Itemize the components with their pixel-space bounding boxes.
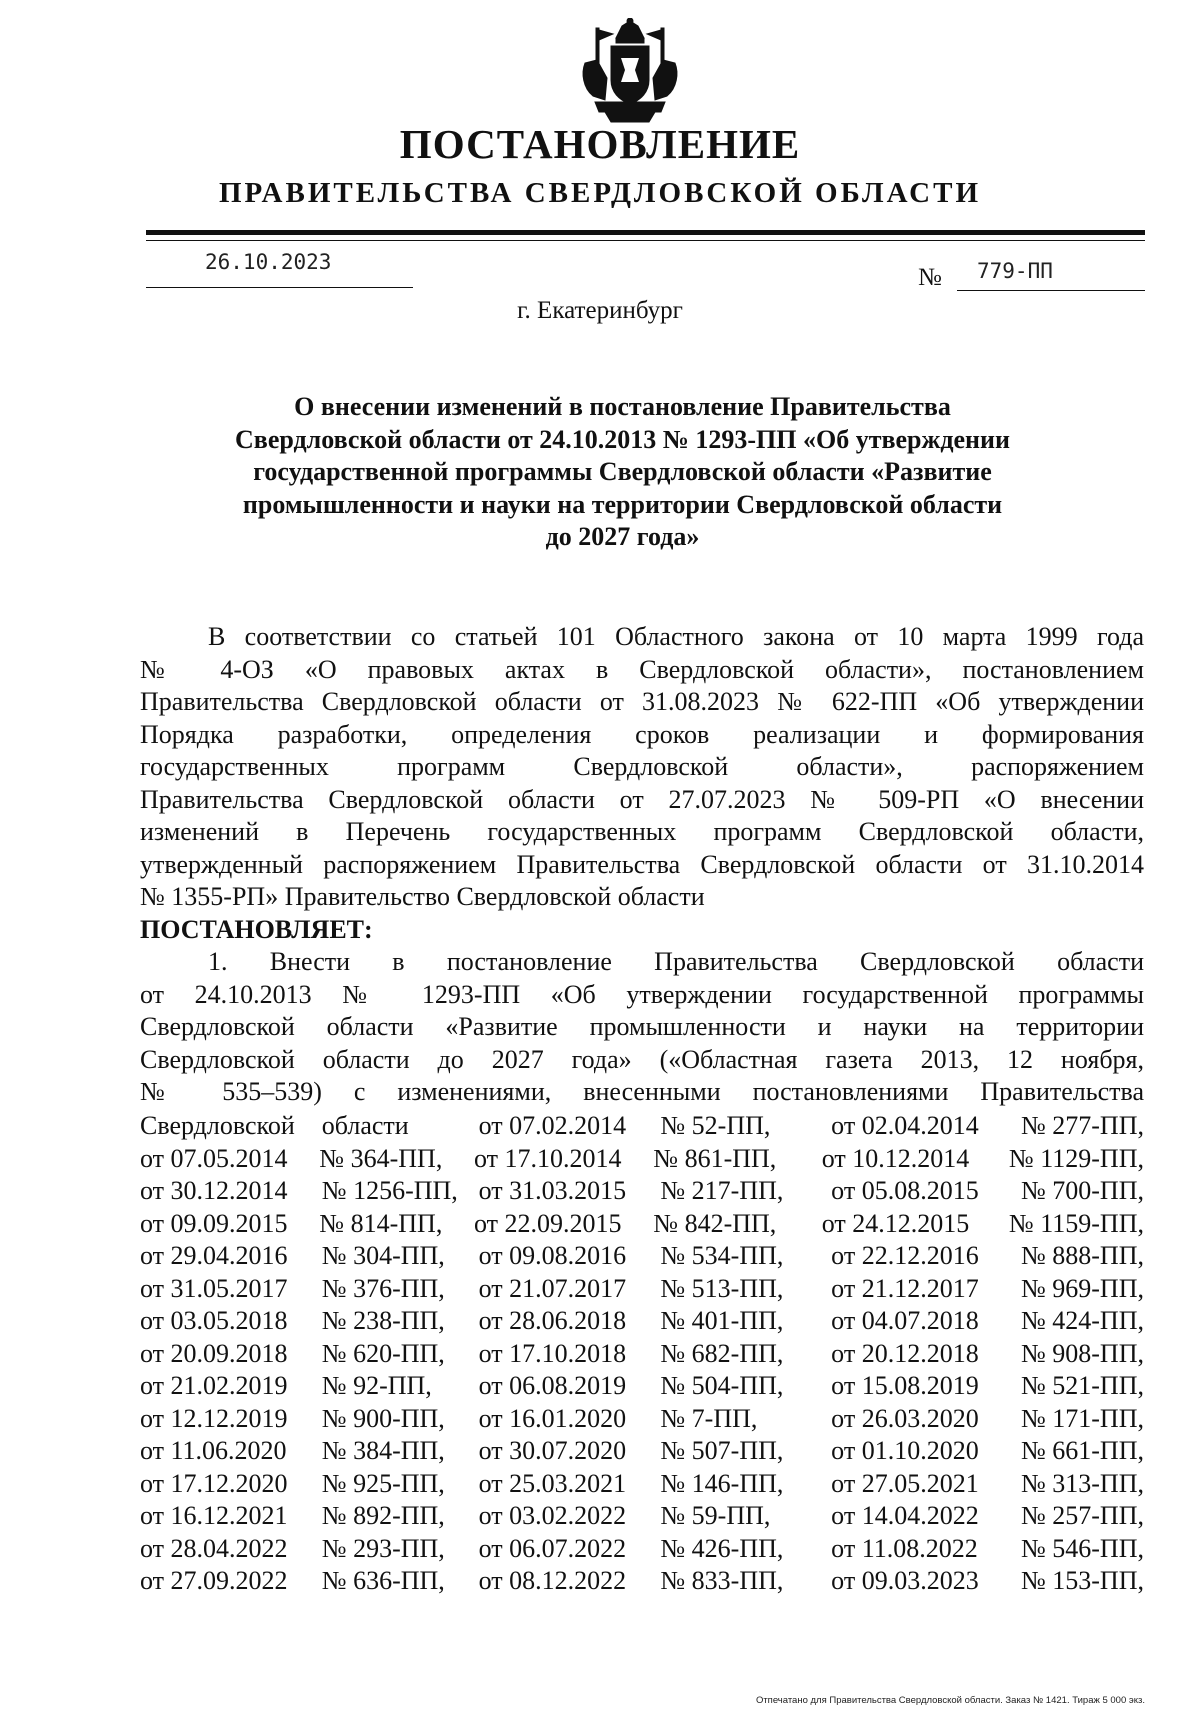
- amendment-cell: от 30.07.2020: [478, 1436, 627, 1465]
- print-footer: Отпечатано для Правительства Свердловской области. Заказ № 1421. Тираж 5 000 экз.: [755, 1695, 1145, 1706]
- amendment-cell: от 03.02.2022: [478, 1501, 627, 1530]
- amendment-cell: от 27.09.2022: [140, 1566, 288, 1595]
- heading-line: Свердловской области от 24.10.2013 № 1293-ПП «Об утверждении: [235, 424, 1010, 454]
- amendment-cell: от 02.04.2014: [831, 1111, 979, 1140]
- amendment-cell: от 27.05.2021: [831, 1468, 979, 1498]
- amendment-cell: № 1256-ПП,: [321, 1176, 458, 1205]
- amendment-cell: № 833-ПП,: [660, 1566, 784, 1595]
- number-underline: [957, 290, 1145, 291]
- amendment-cell: от 24.12.2015: [821, 1208, 970, 1238]
- amendment-row: [140, 1500, 1144, 1533]
- amendment-row: [140, 1338, 1144, 1371]
- amendment-cell: № 217-ПП,: [660, 1176, 784, 1205]
- amendment-row: [140, 1208, 1144, 1241]
- city-name: г. Екатеринбург: [517, 297, 683, 324]
- amendment-cell: № 546-ПП,: [1020, 1533, 1144, 1563]
- document-body: [140, 621, 1144, 1109]
- amendment-cell: от 28.04.2022: [140, 1533, 288, 1563]
- amendment-cell: области: [321, 1111, 409, 1140]
- coat-of-arms-icon: [575, 18, 685, 126]
- amendment-cell: № 636-ПП,: [321, 1566, 445, 1595]
- amendment-cell: от 07.05.2014: [140, 1143, 288, 1173]
- amendment-cell: № 814-ПП,: [319, 1208, 443, 1238]
- amendment-cell: № 534-ПП,: [660, 1241, 784, 1270]
- preamble-line: Правительства Свердловской области от 31.08.2023 № 622-ПП «Об утверждении: [140, 687, 1144, 716]
- amendment-cell: от 16.12.2021: [140, 1501, 288, 1530]
- document-heading: [200, 391, 1045, 554]
- amendment-cell: № 153-ПП,: [1020, 1566, 1144, 1595]
- preamble-line: изменений в Перечень государственных программ Свердловской области,: [140, 817, 1144, 846]
- preamble-line: В соответствии со статьей 101 Областного закона от 10 марта 1999 года: [208, 622, 1144, 651]
- amendment-cell: № 888-ПП,: [1020, 1241, 1144, 1270]
- amendment-cell: № 507-ПП,: [660, 1436, 784, 1465]
- document-subtitle: ПРАВИТЕЛЬСТВА СВЕРДЛОВСКОЙ ОБЛАСТИ: [218, 177, 982, 209]
- amendment-cell: от 31.05.2017: [140, 1273, 288, 1303]
- clause-line: Свердловской области «Развитие промышленности и науки на территории: [140, 1012, 1144, 1041]
- amendment-cell: № 426-ПП,: [660, 1533, 784, 1563]
- header-rule-thick: [146, 230, 1145, 235]
- heading-line: промышленности и науки на территории Свердловской области: [242, 489, 1003, 519]
- amendment-cell: от 12.12.2019: [140, 1403, 288, 1433]
- preamble-line: государственных программ Свердловской области», распоряжением: [140, 752, 1144, 781]
- amendment-row: [140, 1403, 1144, 1436]
- amendment-cell: от 26.03.2020: [831, 1403, 979, 1433]
- amendment-cell: от 06.07.2022: [478, 1533, 627, 1563]
- amendment-cell: от 14.04.2022: [831, 1501, 979, 1530]
- amendment-cell: № 7-ПП,: [660, 1403, 758, 1433]
- amendment-cell: от 16.01.2020: [478, 1403, 627, 1433]
- amendment-cell: от 29.04.2016: [140, 1241, 288, 1270]
- document-date: 26.10.2023: [205, 250, 332, 274]
- amendment-cell: № 364-ПП,: [319, 1143, 443, 1173]
- preamble-line: Порядка разработки, определения сроков реализации и формирования: [140, 719, 1144, 749]
- clause-line: Свердловской области до 2027 года» («Областная газета 2013, 12 ноября,: [140, 1044, 1144, 1074]
- amendment-cell: № 424-ПП,: [1020, 1306, 1144, 1335]
- preamble-line: № 1355-РП» Правительство Свердловской области: [140, 882, 705, 911]
- amendment-cell: № 900-ПП,: [321, 1403, 445, 1433]
- amendment-row: [140, 1240, 1144, 1273]
- amendment-cell: от 25.03.2021: [478, 1468, 627, 1498]
- amendment-cell: № 1159-ПП,: [1008, 1208, 1144, 1238]
- amendment-cell: № 620-ПП,: [321, 1338, 445, 1368]
- amendment-cell: от 17.10.2018: [478, 1338, 627, 1368]
- amendment-cell: от 03.05.2018: [140, 1306, 288, 1335]
- amendment-cell: № 293-ПП,: [321, 1533, 445, 1563]
- amendment-cell: № 661-ПП,: [1020, 1436, 1144, 1465]
- amendment-row: [140, 1565, 1144, 1598]
- amendment-cell: № 376-ПП,: [321, 1273, 445, 1303]
- amendment-cell: № 92-ПП,: [321, 1371, 432, 1400]
- amendment-cell: № 277-ПП,: [1020, 1111, 1144, 1140]
- amendment-cell: № 521-ПП,: [1020, 1371, 1144, 1400]
- heading-line: государственной программы Свердловской области «Развитие: [253, 457, 992, 486]
- amendment-cell: от 22.09.2015: [473, 1208, 622, 1238]
- amendment-cell: от 06.08.2019: [478, 1371, 627, 1400]
- amendment-cell: № 384-ПП,: [321, 1436, 445, 1465]
- amendment-cell: от 04.07.2018: [831, 1306, 979, 1335]
- amendment-cell: от 21.07.2017: [478, 1273, 627, 1303]
- amendment-cell: № 1129-ПП,: [1008, 1143, 1144, 1173]
- amendment-cell: № 925-ПП,: [321, 1468, 445, 1498]
- amendment-cell: от 08.12.2022: [478, 1566, 627, 1595]
- amendment-cell: от 01.10.2020: [831, 1436, 979, 1465]
- amendment-cell: № 513-ПП,: [660, 1273, 784, 1303]
- amendment-cell: от 11.06.2020: [140, 1436, 287, 1465]
- amendment-row: [140, 1468, 1144, 1501]
- amendment-cell: от 09.03.2023: [831, 1566, 979, 1595]
- amendment-cell: № 700-ПП,: [1020, 1176, 1144, 1205]
- document-number: 779-ПП: [977, 259, 1053, 283]
- amendment-cell: № 401-ПП,: [660, 1306, 784, 1335]
- heading-line: до 2027 года»: [545, 522, 700, 551]
- amendment-row: [140, 1110, 1144, 1143]
- header-rule-thin: [146, 240, 1145, 241]
- amendment-row: [140, 1305, 1144, 1338]
- amendment-row: [140, 1143, 1144, 1176]
- preamble-line: № 4-ОЗ «О правовых актах в Свердловской области», постановлением: [140, 654, 1144, 684]
- preamble-line: утвержденный распоряжением Правительства Свердловской области от 31.10.2014: [140, 849, 1144, 879]
- amendment-cell: от 15.08.2019: [831, 1371, 979, 1400]
- amendment-row: [140, 1533, 1144, 1566]
- resolves-heading: ПОСТАНОВЛЯЕТ:: [140, 914, 373, 944]
- amendment-cell: № 842-ПП,: [653, 1208, 777, 1238]
- date-underline: [146, 287, 413, 288]
- amendment-cell: Свердловской: [140, 1111, 295, 1140]
- number-sign: №: [918, 264, 942, 291]
- amendment-cell: от 17.12.2020: [140, 1468, 288, 1498]
- amendment-cell: № 969-ПП,: [1020, 1273, 1144, 1303]
- amendment-cell: от 21.12.2017: [831, 1273, 979, 1303]
- amendment-cell: от 20.12.2018: [831, 1338, 979, 1368]
- document-title: ПОСТАНОВЛЕНИЕ: [399, 121, 801, 167]
- amendment-cell: от 09.08.2016: [478, 1241, 627, 1270]
- amendment-cell: от 28.06.2018: [478, 1306, 627, 1335]
- amendment-cell: № 892-ПП,: [321, 1501, 445, 1530]
- amendment-cell: № 52-ПП,: [660, 1111, 771, 1140]
- clause-line: от 24.10.2013 № 1293-ПП «Об утверждении государственной программы: [140, 979, 1144, 1009]
- amendment-cell: от 17.10.2014: [473, 1143, 622, 1173]
- amendment-row: [140, 1370, 1144, 1403]
- amendment-cell: от 07.02.2014: [478, 1111, 627, 1140]
- amendment-cell: № 908-ПП,: [1020, 1338, 1144, 1368]
- heading-line: О внесении изменений в постановление Правительства: [294, 392, 951, 421]
- amendment-row: [140, 1273, 1144, 1306]
- amendment-cell: от 21.02.2019: [140, 1371, 288, 1400]
- amendment-cell: № 504-ПП,: [660, 1371, 784, 1400]
- amendments-list: [140, 1110, 1144, 1598]
- amendment-cell: от 30.12.2014: [140, 1176, 288, 1205]
- amendment-cell: № 257-ПП,: [1020, 1501, 1144, 1530]
- amendment-cell: № 59-ПП,: [660, 1501, 771, 1530]
- amendment-cell: от 05.08.2015: [831, 1176, 979, 1205]
- clause-line: 1. Внести в постановление Правительства Свердловской области: [208, 947, 1144, 976]
- amendment-cell: № 682-ПП,: [660, 1338, 784, 1368]
- amendment-cell: № 171-ПП,: [1020, 1403, 1144, 1433]
- amendment-cell: № 146-ПП,: [660, 1468, 784, 1498]
- amendment-cell: № 304-ПП,: [321, 1241, 445, 1270]
- amendment-cell: № 238-ПП,: [321, 1306, 445, 1335]
- amendment-cell: от 20.09.2018: [140, 1338, 288, 1368]
- clause-line: № 535–539) с изменениями, внесенными постановлениями Правительства: [140, 1077, 1144, 1106]
- amendment-cell: от 10.12.2014: [821, 1143, 970, 1173]
- amendment-cell: от 31.03.2015: [478, 1176, 627, 1205]
- preamble-line: Правительства Свердловской области от 27.07.2023 № 509-РП «О внесении: [140, 784, 1144, 814]
- amendment-cell: № 313-ПП,: [1020, 1468, 1144, 1498]
- amendment-cell: от 09.09.2015: [140, 1208, 288, 1238]
- amendment-row: [140, 1435, 1144, 1468]
- amendment-cell: № 861-ПП,: [653, 1143, 777, 1173]
- amendment-row: [140, 1175, 1144, 1208]
- amendment-cell: от 11.08.2022: [831, 1533, 978, 1563]
- amendment-cell: от 22.12.2016: [831, 1241, 979, 1270]
